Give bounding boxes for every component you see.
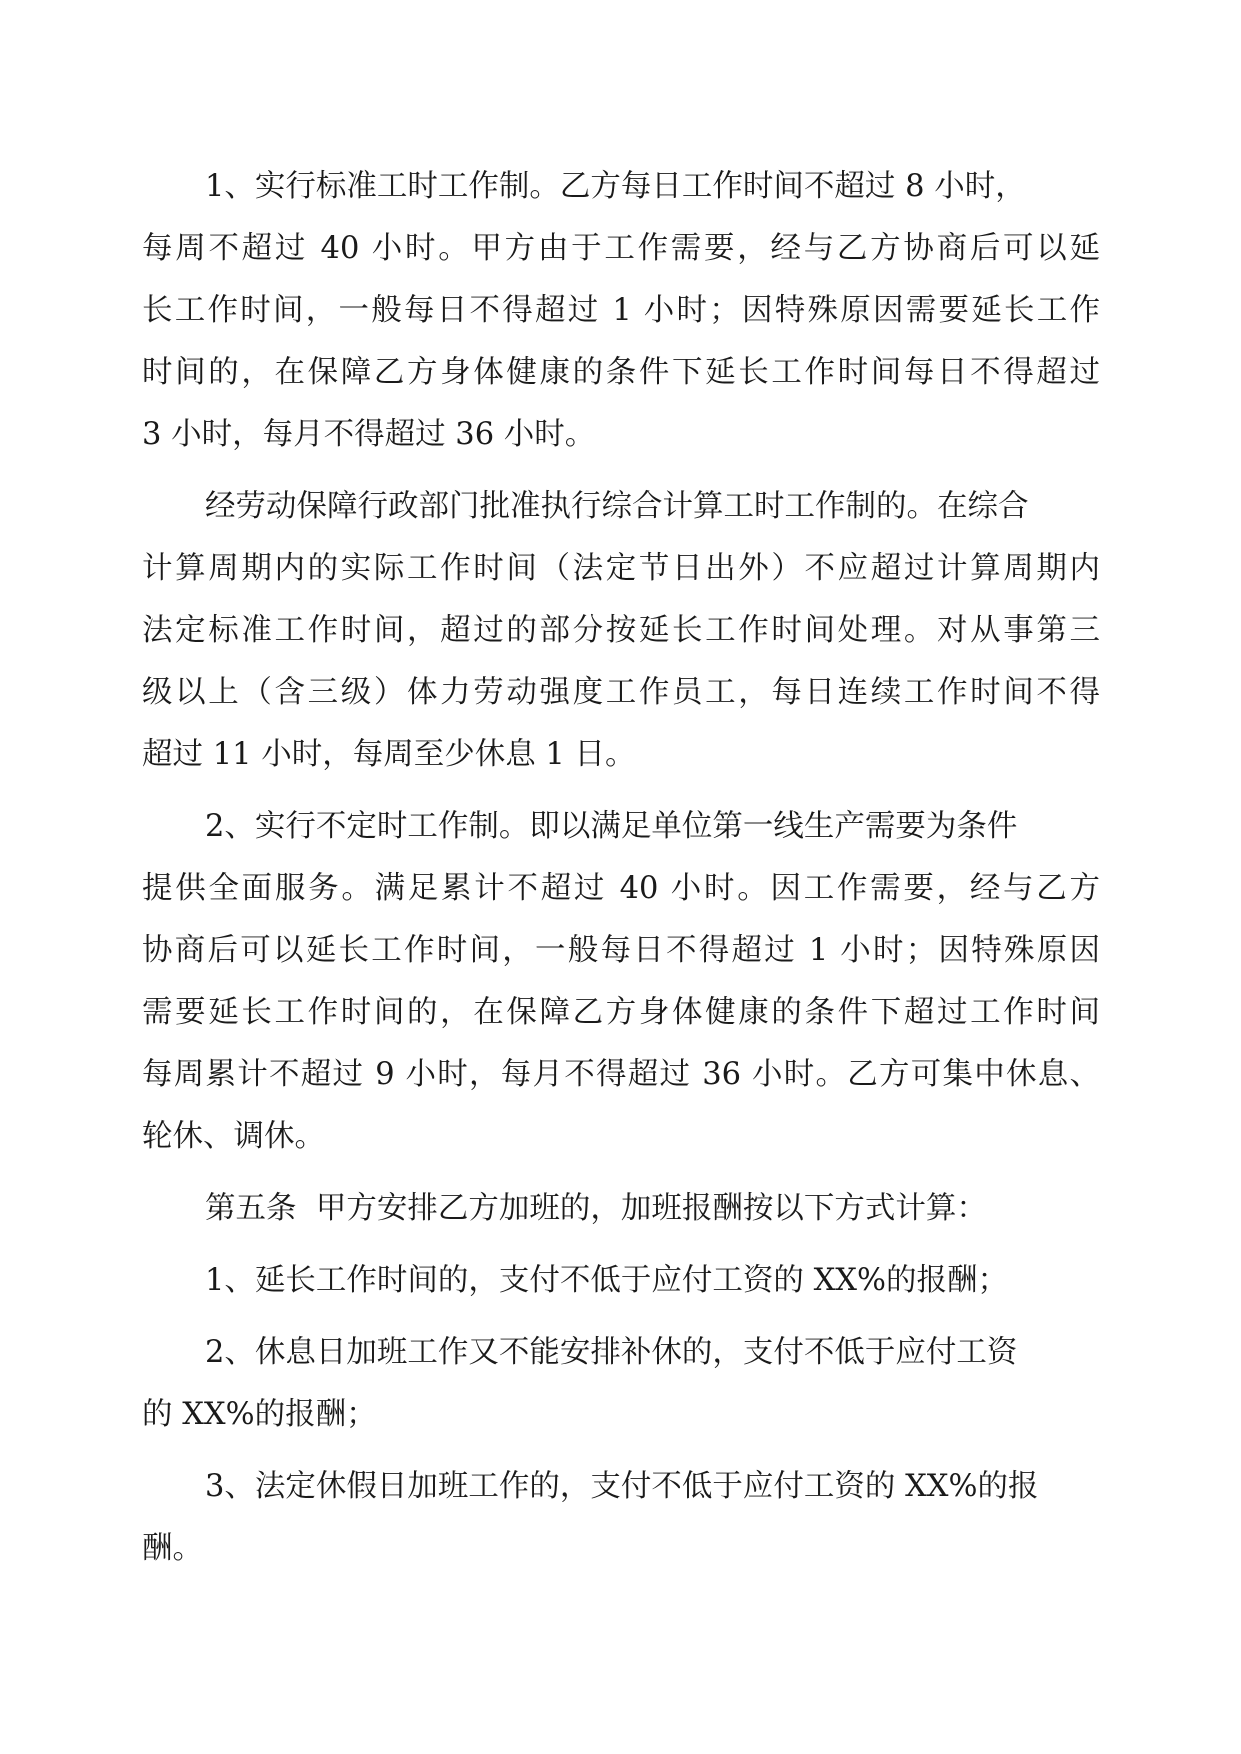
document-body bbox=[142, 156, 1100, 1580]
text-line: 每周不超过 40 小时。甲方由于工作需要，经与乙方协商后可以延 bbox=[142, 231, 1100, 266]
overtime-item-2 bbox=[142, 1322, 1100, 1446]
text-line: 法定标准工作时间，超过的部分按延长工作时间处理。对从事第三 bbox=[142, 613, 1100, 648]
text-line: 2、实行不定时工作制。即以满足单位第一线生产需要为条件 bbox=[205, 809, 1018, 844]
paragraph-comprehensive-hours bbox=[142, 476, 1100, 786]
text-line: 酬。 bbox=[142, 1531, 203, 1566]
text-line: 2、休息日加班工作又不能安排补休的，支付不低于应付工资 bbox=[205, 1335, 1018, 1370]
text-line: 协商后可以延长工作时间，一般每日不得超过 1 小时；因特殊原因 bbox=[142, 933, 1100, 968]
text-line: 级以上（含三级）体力劳动强度工作员工，每日连续工作时间不得 bbox=[142, 675, 1100, 710]
text-line: 轮休、调休。 bbox=[142, 1119, 325, 1154]
text-line: 时间的，在保障乙方身体健康的条件下延长工作时间每日不得超过 bbox=[142, 355, 1100, 390]
text-line: 经劳动保障行政部门批准执行综合计算工时工作制的。在综合 bbox=[205, 489, 1029, 524]
text-line: 的 XX%的报酬； bbox=[142, 1397, 377, 1432]
text-line: 长工作时间，一般每日不得超过 1 小时；因特殊原因需要延长工作 bbox=[142, 293, 1100, 328]
text-line: 提供全面服务。满足累计不超过 40 小时。因工作需要，经与乙方 bbox=[142, 871, 1100, 906]
text-line: 每周累计不超过 9 小时，每月不得超过 36 小时。乙方可集中休息、 bbox=[142, 1057, 1100, 1092]
overtime-item-1 bbox=[142, 1250, 1100, 1312]
text-line: 1、实行标准工时工作制。乙方每日工作时间不超过 8 小时， bbox=[205, 169, 1026, 204]
text-line: 第五条 甲方安排乙方加班的，加班报酬按以下方式计算： bbox=[205, 1191, 987, 1226]
paragraph-standard-hours bbox=[142, 156, 1100, 466]
text-line: 需要延长工作时间的，在保障乙方身体健康的条件下超过工作时间 bbox=[142, 995, 1100, 1030]
text-line: 3、法定休假日加班工作的，支付不低于应付工资的 XX%的报 bbox=[205, 1469, 1039, 1504]
article-five-heading bbox=[142, 1178, 1100, 1240]
text-line: 计算周期内的实际工作时间（法定节日出外）不应超过计算周期内 bbox=[142, 551, 1100, 586]
text-line: 超过 11 小时，每周至少休息 1 日。 bbox=[142, 737, 636, 772]
overtime-item-3 bbox=[142, 1456, 1100, 1580]
paragraph-flexible-hours bbox=[142, 796, 1100, 1168]
text-line: 1、延长工作时间的，支付不低于应付工资的 XX%的报酬； bbox=[205, 1263, 1009, 1298]
text-line: 3 小时，每月不得超过 36 小时。 bbox=[142, 417, 596, 452]
